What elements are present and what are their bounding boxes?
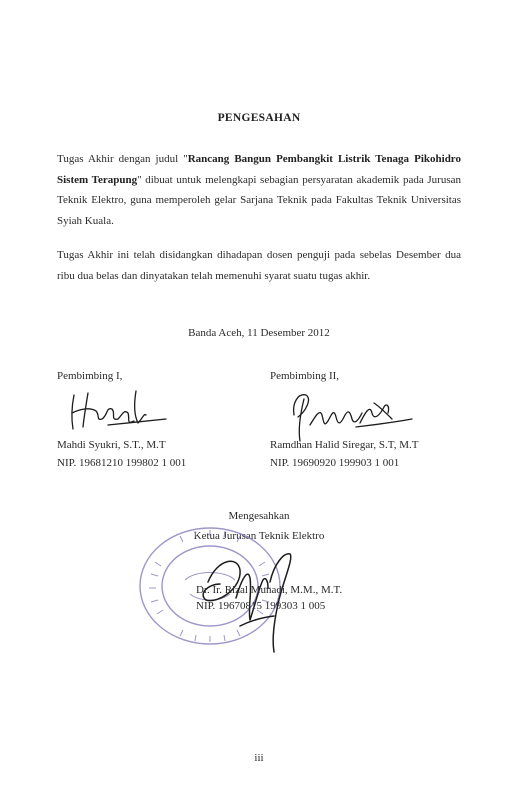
ratification-label: Mengesahkan [228,510,290,522]
supervisor2-block [270,436,418,472]
place-date: Banda Aceh, 11 Desember 2012 [188,327,330,339]
paragraph-text: " dibuat untuk melengkapi sebagian persyaratan akademik pada Jurusan Teknik Elektro, guna memperoleh gelar Sarjana Teknik pada Fakultas Teknik Universitas Syiah Kuala. [57,173,461,227]
supervisor1-block [57,436,186,472]
paragraph-text: Tugas Akhir dengan judul " [57,153,188,165]
paragraph-thesis-statement [57,149,461,231]
supervisor1-role: Pembimbing I, [57,370,123,382]
department-head-block [196,582,342,614]
department-head-nip: NIP. 19670815 199303 1 005 [196,600,326,612]
supervisor2-name: Ramdhan Halid Siregar, S.T, M.T [270,439,419,451]
paragraph-defense-statement: Tugas Akhir ini telah disidangkan dihadapan dosen penguji pada sebelas Desember dua ribu dua belas dan dinyatakan telah memenuhi syarat suatu tugas akhir. [57,249,461,282]
page-number: iii [254,752,264,764]
supervisor2-role: Pembimbing II, [270,370,340,382]
department-head-role: Ketua Jurusan Teknik Elektro [193,530,325,542]
supervisor1-signature [66,385,176,435]
supervisor2-nip: NIP. 19690920 199903 1 001 [270,457,400,469]
page-title: PENGESAHAN [217,112,301,124]
thesis-title: Rancang Bangun Pembangkit Listrik Tenaga Pikohidro Sistem Terapung [57,153,461,186]
supervisor1-name: Mahdi Syukri, S.T., M.T [57,439,166,451]
department-head-name: Dr. Ir. Rizal Munadi, M.M., M.T. [196,584,343,596]
supervisor1-nip: NIP. 19681210 199802 1 001 [57,457,187,469]
